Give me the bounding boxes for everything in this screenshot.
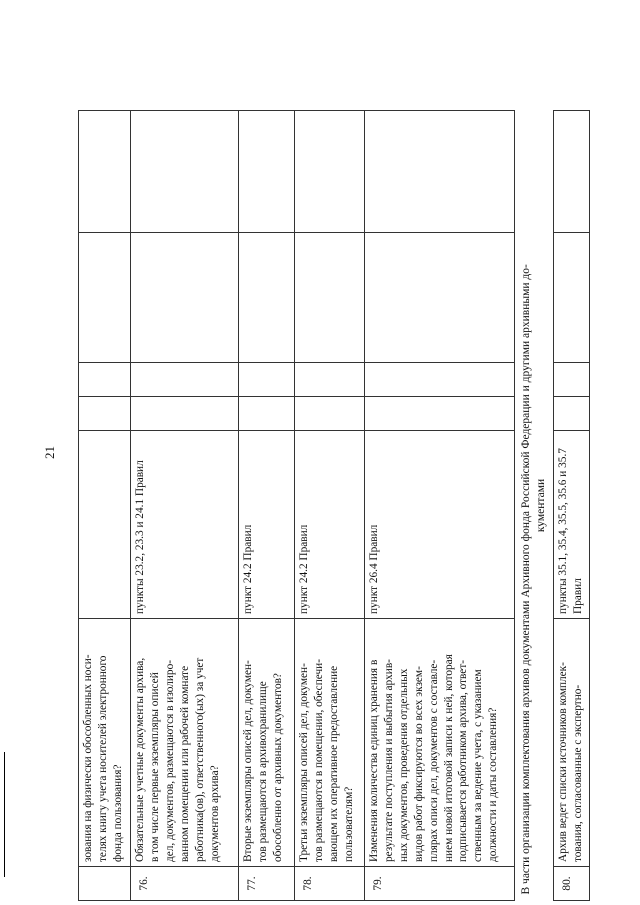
row-number: 78. xyxy=(295,867,365,901)
notes-cell xyxy=(554,111,590,233)
answer-cell xyxy=(131,397,239,431)
question-text: зования на физически обособленных носи- телях книгу учета носителей электронного фонда пользования? xyxy=(79,619,131,867)
answer-cell xyxy=(239,363,295,397)
notes-cell xyxy=(239,111,295,233)
notes-cell xyxy=(79,111,131,233)
answer-cell xyxy=(79,397,131,431)
legal-reference: пункт 26.4 Правил xyxy=(365,431,515,619)
footnote-rule xyxy=(4,752,5,877)
table-row xyxy=(239,111,295,901)
table-row xyxy=(79,111,131,901)
answer-cell xyxy=(131,233,239,363)
question-text: Обязательные учетные документы архива, в том числе первые экземпляры описей дел, документов, размещаются в изолиро- ванном помещении или рабочей комнате работника(ов), ответственного(ых) за учет документов архива? xyxy=(131,619,239,867)
section-heading xyxy=(515,111,554,901)
row-number: 77. xyxy=(239,867,295,901)
table-row xyxy=(295,111,365,901)
answer-cell xyxy=(295,397,365,431)
notes-cell xyxy=(295,111,365,233)
answer-cell xyxy=(239,397,295,431)
answer-cell xyxy=(365,363,515,397)
answer-cell xyxy=(554,397,590,431)
row-number: 80. xyxy=(554,867,590,901)
legal-reference: пункт 24.2 Правил xyxy=(295,431,365,619)
legal-reference: пункты 35.1, 35.4, 35.5, 35.6 и 35.7 Правил xyxy=(554,431,590,619)
question-text: Изменения количества единиц хранения в результате поступления и выбытия архив- ных документов, проведения отдельных видов работ фиксируются во всех экзем- плярах описи дел, документов с составле- нием новой итоговой записи к ней, которая подписывается работником архива, ответ- ственным за ведение учета, с указанием должности и даты составления? xyxy=(365,619,515,867)
notes-cell xyxy=(365,111,515,233)
row-number: 79. xyxy=(365,867,515,901)
answer-cell xyxy=(295,233,365,363)
row-number xyxy=(79,867,131,901)
section-heading-row xyxy=(515,111,554,901)
answer-cell xyxy=(79,233,131,363)
table-row xyxy=(554,111,590,901)
question-text: Вторые экземпляры описей дел, докумен- тов размещаются в архивохранилище обособленно от архивных документов? xyxy=(239,619,295,867)
table-row xyxy=(131,111,239,901)
section-heading-line: кументами xyxy=(535,478,548,533)
answer-cell xyxy=(79,363,131,397)
legal-reference xyxy=(79,431,131,619)
answer-cell xyxy=(239,233,295,363)
legal-reference: пункты 23.2, 23.3 и 24.1 Правил xyxy=(131,431,239,619)
row-number: 76. xyxy=(131,867,239,901)
question-text: Третьи экземпляры описей дел, докумен- тов размещаются в помещении, обеспечи- вающем их оперативное предоставление пользователям? xyxy=(295,619,365,867)
answer-cell xyxy=(365,233,515,363)
answer-cell xyxy=(365,397,515,431)
answer-cell xyxy=(131,363,239,397)
page-number: 21 xyxy=(42,446,57,459)
checklist-table xyxy=(78,110,590,901)
question-text: Архив ведет списки источников комплек- тования, согласованные с экспертно- xyxy=(554,619,590,867)
section-heading-line: В части организации комплектования архивов документами Архивного фонда Российской Федерации и другими архивными до- xyxy=(520,264,532,895)
legal-reference: пункт 24.2 Правил xyxy=(239,431,295,619)
table-row xyxy=(365,111,515,901)
answer-cell xyxy=(554,233,590,363)
answer-cell xyxy=(554,363,590,397)
notes-cell xyxy=(131,111,239,233)
answer-cell xyxy=(295,363,365,397)
